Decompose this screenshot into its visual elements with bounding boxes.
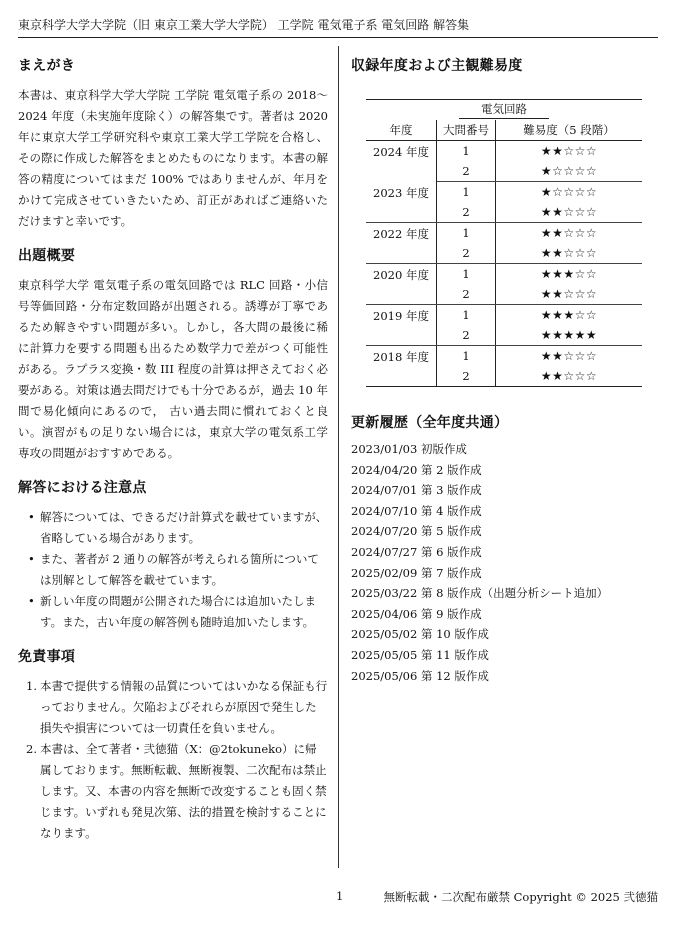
difficulty-stars: ★★☆☆☆ [540, 226, 598, 240]
bullet-icon: • [28, 594, 35, 608]
year-cell: 2022 年度 [366, 223, 437, 264]
list-item: 2024/07/01 第 3 版作成 [351, 483, 482, 498]
year-cell: 2024 年度 [366, 141, 437, 182]
table-row [366, 264, 642, 285]
table-row [366, 141, 642, 162]
question-cell: 2 [437, 366, 496, 387]
list-item: 2025/05/06 第 12 版作成 [351, 668, 489, 683]
question-cell: 1 [437, 264, 496, 285]
list-item: 2024/07/10 第 4 版作成 [351, 503, 482, 518]
list-item [18, 549, 328, 591]
column-header: 難易度（5 段階） [496, 120, 643, 141]
bullet-icon: • [28, 510, 35, 524]
history-section [351, 413, 651, 686]
note-text: また、著者が 2 通りの解答が考えられる箇所については別解として解答を載せています。 [40, 552, 319, 587]
table-title: 電気回路 [459, 101, 549, 119]
question-cell: 1 [437, 305, 496, 326]
page-number: 1 [336, 889, 344, 903]
preface-section [18, 56, 328, 232]
right-column [351, 56, 651, 686]
list-item: 2023/01/03 初版作成 [351, 442, 467, 456]
notes-heading: 解答における注意点 [18, 480, 147, 496]
note-text: 解答については、できるだけ計算式を載せていますが、省略している場合があります。 [40, 510, 328, 545]
difficulty-stars: ★★☆☆☆ [496, 202, 643, 223]
year-cell: 2023 年度 [366, 182, 437, 223]
list-item: 2024/07/20 第 5 版作成 [351, 524, 482, 539]
disclaimer-list [18, 676, 328, 844]
disclaimer-section [18, 647, 328, 844]
overview-heading: 出題概要 [18, 248, 76, 264]
list-item: 2024/07/27 第 6 版作成 [351, 544, 482, 559]
question-cell: 1 [437, 223, 496, 244]
difficulty-stars: ★★☆☆☆ [496, 366, 643, 387]
difficulty-stars: ★☆☆☆☆ [496, 161, 643, 182]
overview-text: 東京科学大学 電気電子系の電気回路では RLC 回路・小信号等価回路・分布定数回路が出題される。誘導が丁寧であるため解きやすい問題が多い。しかし，各大問の最後に稀に計算力を要する問題も出るため数学力で差がつく可能性がある。ラプラス変換・数 III 程度の計算は押さえておく必要がある。対策は過去問だけでも十分であるが，過去 10 年間で易化傾向にあるので， 古い過去問に慣れておくと良い。演習がもの足りない場合には，東京大学の電気系工学専攻の問題がおすすめである。 [18, 278, 328, 460]
left-column [18, 56, 328, 844]
notes-section [18, 478, 328, 633]
column-divider [338, 46, 339, 868]
difficulty-stars: ★★★★★ [496, 325, 643, 346]
difficulty-stars: ★★☆☆☆ [496, 284, 643, 305]
question-cell: 2 [437, 284, 496, 305]
list-item [18, 676, 328, 739]
year-cell: 2018 年度 [366, 346, 437, 387]
list-item: 2025/05/05 第 11 版作成 [351, 647, 489, 662]
question-cell: 2 [437, 325, 496, 346]
disclaimer-heading: 免責事項 [18, 649, 76, 665]
difficulty-heading: 収録年度および主観難易度 [351, 58, 523, 74]
list-item: 2025/03/22 第 8 版作成（出題分析シート追加） [351, 586, 609, 601]
list-item: 2025/05/02 第 10 版作成 [351, 627, 489, 642]
item-number: 2. [26, 742, 37, 756]
table-row [366, 182, 642, 203]
list-item: 2024/04/20 第 2 版作成 [351, 462, 482, 477]
question-cell: 2 [437, 161, 496, 182]
disclaimer-text: 本書で提供する情報の品質についてはいかなる保証も行っておりません。欠陥およびそれらが原因で発生した損失や損害については一切責任を負いません。 [40, 679, 328, 735]
list-item: 2025/02/09 第 7 版作成 [351, 565, 482, 580]
question-cell: 1 [437, 141, 496, 162]
year-cell: 2020 年度 [366, 264, 437, 305]
year-cell: 2019 年度 [366, 305, 437, 346]
list-item [18, 739, 328, 844]
difficulty-table [366, 99, 642, 387]
question-cell: 2 [437, 243, 496, 264]
preface-heading: まえがき [18, 58, 76, 74]
list-item: 2025/04/06 第 9 版作成 [351, 606, 482, 621]
item-number: 1. [26, 679, 37, 693]
list-item [18, 591, 328, 633]
column-header: 年度 [366, 120, 437, 141]
difficulty-stars: ★★★☆☆ [540, 308, 598, 322]
difficulty-stars: ★☆☆☆☆ [540, 185, 598, 199]
difficulty-stars: ★★☆☆☆ [496, 243, 643, 264]
question-cell: 1 [437, 346, 496, 367]
column-header: 大問番号 [437, 120, 496, 141]
bullet-icon: • [28, 552, 35, 566]
difficulty-stars: ★★★☆☆ [540, 267, 598, 281]
list-item [18, 507, 328, 549]
note-text: 新しい年度の問題が公開された場合には追加いたします。また，古い年度の解答例も随時追加いたします。 [40, 594, 316, 629]
history-heading: 更新履歴（全年度共通） [351, 415, 509, 431]
history-list [351, 439, 651, 686]
difficulty-section [351, 56, 651, 387]
notes-list [18, 507, 328, 633]
table-row [366, 305, 642, 326]
difficulty-stars: ★★☆☆☆ [540, 144, 598, 158]
disclaimer-text: 本書は、全て著者・弐徳猫（X：@2tokuneko）に帰属しております。無断転載、無断複製、二次配布は禁止します。又、本書の内容を無断で改変することも固く禁じます。いずれも発見次第、法的措置を検討することになります。 [40, 742, 327, 840]
header-rule [18, 37, 658, 38]
difficulty-stars: ★★☆☆☆ [540, 349, 598, 363]
question-cell: 2 [437, 202, 496, 223]
table-row [366, 346, 642, 367]
table-header-row [366, 120, 642, 141]
table-row [366, 223, 642, 244]
table-title-cell [366, 100, 642, 121]
running-header: 東京科学大学大学院（旧 東京工業大学大学院） 工学院 電気電子系 電気回路 解答集 [18, 18, 470, 32]
preface-text: 本書は、東京科学大学大学院 工学院 電気電子系の 2018〜2024 年度（未実施年度除く）の解答集です。著者は 2020 年に東京大学工学研究科や東京工業大学工学院を合格し、その際に作成した解答をまとめたものになります。本書の解答の精度についてはまだ 100% ではありませんが、年月をかけて完成させていきたいため、訂正があればご連絡いただけますと幸いです。 [18, 88, 328, 228]
overview-section [18, 246, 328, 464]
question-cell: 1 [437, 182, 496, 203]
copyright-notice: 無断転載・二次配布厳禁 Copyright © 2025 弐徳猫 [383, 890, 658, 904]
